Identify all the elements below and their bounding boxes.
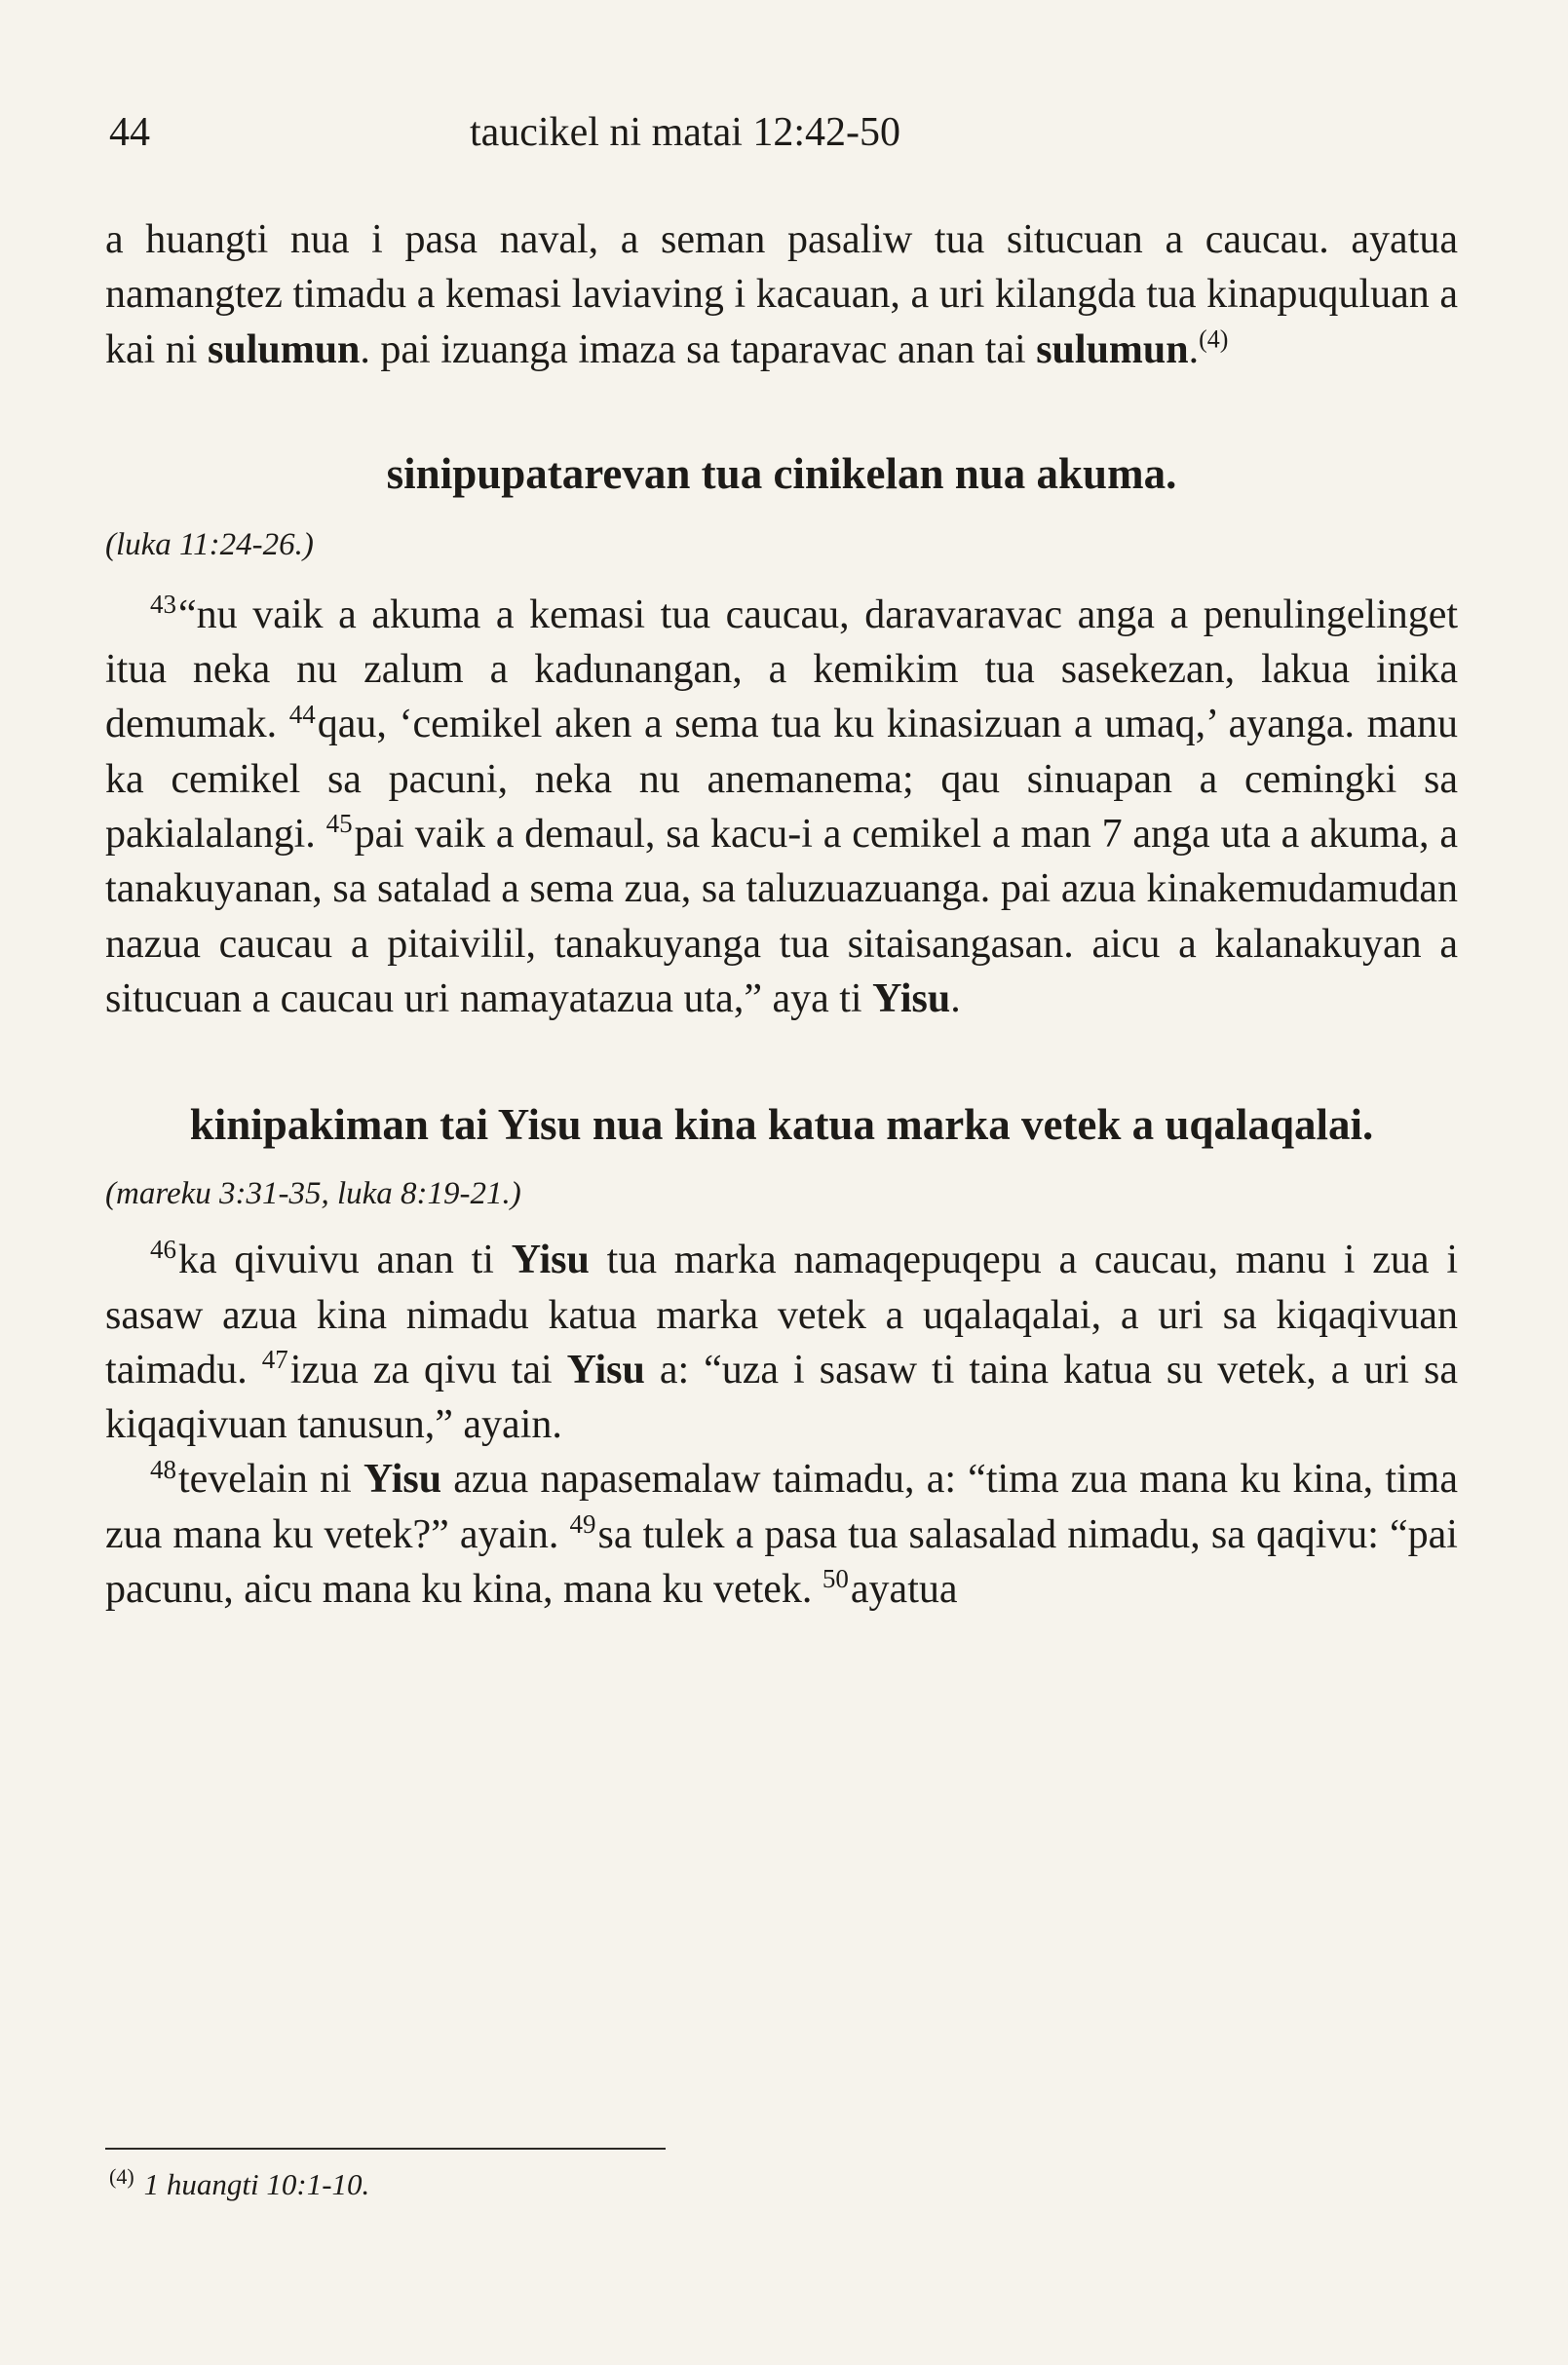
verse-number: 44 [288,699,316,729]
section-title: kinipakiman tai Yisu nua kina katua marka vetek a uqalaqalai. [189,1100,1374,1150]
verse-paragraph: $^{46}$ka qivuivu anan ti Yisu tua marka namaqepuqepu a caucau, manu i zua i sasaw azua kina nimadu katua marka vetek a uqalaqalai, a uri sa kiqaqivuan taimadu. $^{47}$izua za qivu tai Yisu a: “uza i sasaw ti taina katua su vetek, a uri sa kiqaqivuan tanusun,” ayain. [105,1235,1458,1448]
cross-reference: (luka 11:24-26.) [105,526,314,562]
footnote-marker[interactable]: (4) [1199,324,1229,353]
name-yisu: Yisu [511,1238,590,1283]
running-title: taucikel ni matai 12:42-50 [470,110,901,155]
section-title: sinipupatarevan tua cinikelan nua akuma. [386,448,1177,498]
footnote [109,2165,369,2204]
verse-paragraph: $^{43}$“nu vaik a akuma a kemasi tua caucau, daravaravac anga a penulingelinget itua neka nu zalum a kadunangan, a kemikim tua sasekezan, lakua inika demumak. $^{44}$qau, ‘cemikel aken a sema tua ku kinasizuan a umaq,’ ayanga. manu ka cemikel sa pacuni, neka nu anemanema; qau sinuapan a cemingki sa pakialalangi. $^{45}$pai vaik a demaul, sa kacu-i a cemikel a man 7 anga uta a akuma, a tanakuyanan, sa satalad a sema zua, sa taluzuazuanga. pai azua kinakemudamudan nazua caucau a pitaivilil, tanakuyanga tua sitaisangasan. aicu a kalanakuyan a situcuan a caucau uri namayatazua uta,” aya ti Yisu. [105,590,1458,1021]
verse-number: 49 [569,1508,596,1539]
verse-paragraph: $^{48}$tevelain ni Yisu azua napasemalaw taimadu, a: “tima zua mana ku kina, tima zua mana ku vetek?” ayain. $^{49}$sa tulek a pasa tua salasalad nimadu, sa qaqivu: “pai pacunu, aicu mana ku kina, mana ku vetek. $^{50}$ayatua [105,1454,1458,1613]
verse-number: 46 [150,1235,176,1265]
name-yisu: Yisu [363,1457,442,1503]
verse-number: 43 [150,590,176,620]
page-number: 44 [109,110,150,155]
verse-number: 48 [150,1454,176,1484]
verse-number: 47 [261,1345,288,1375]
intro-paragraph: a huangti nua i pasa naval, a seman pasaliw tua situcuan a caucau. ayatua namangtez timadu a kemasi laviaving i kacauan, a uri kilangda tua kinapuquluan a kai ni sulumun. pai izuanga imaza sa taparavac anan tai sulumun.$^{(4)}$ [105,217,1458,372]
verse-number: 45 [325,809,353,839]
page-header [109,105,1454,160]
cross-reference: (mareku 3:31-35, luka 8:19-21.) [105,1176,521,1212]
verse-number: 50 [822,1564,849,1594]
name-yisu: Yisu [566,1347,645,1392]
page-body [105,212,1458,1617]
name-yisu: Yisu [872,975,951,1021]
footnote-reference: 1 huangti 10:1-10. [143,2167,370,2201]
footnote-divider [105,2148,666,2150]
footnote-number: (4) [109,2164,134,2189]
